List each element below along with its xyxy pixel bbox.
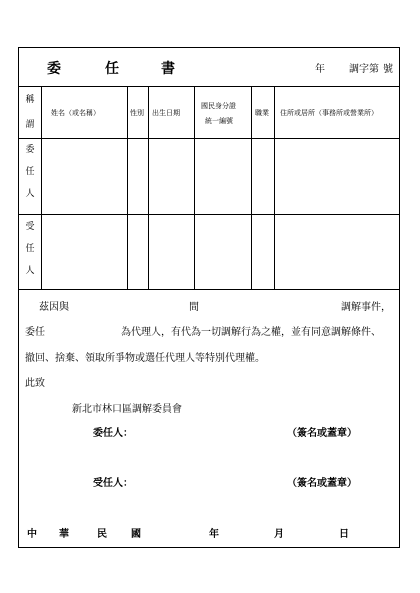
date-char-guo: 國	[131, 529, 141, 540]
col-id-header-line1: 國民身分證	[201, 102, 236, 110]
col-divider	[127, 86, 128, 289]
date-year: 年	[209, 529, 219, 540]
agent-sign-label: 受任人：	[93, 478, 133, 489]
body-line3: 撤回、捨棄、領取所爭物或選任代理人等特別代理權。	[25, 353, 265, 364]
col-address-header: 住所或居所（事務所或營業所）	[280, 109, 378, 117]
label-column-char: 謂	[25, 120, 35, 130]
title-char-1: 委	[47, 61, 61, 77]
label-column-char: 稱	[25, 95, 35, 105]
body-line2-b: 為代理人，有代為一切調解行為之權，並有同意調解條件、	[121, 327, 381, 338]
col-divider	[41, 86, 42, 289]
date-day: 日	[339, 529, 349, 540]
case-no-label: 調字第	[349, 64, 379, 75]
col-divider	[148, 86, 149, 289]
body-line2-a: 委任	[25, 327, 45, 338]
principal-row-char: 任	[25, 167, 35, 177]
col-divider	[274, 86, 275, 289]
body-line1-b: 間	[189, 302, 199, 313]
date-char-zhong: 中	[27, 529, 37, 540]
col-divider	[194, 86, 195, 289]
principal-sign-note: （簽名或蓋章）	[287, 428, 357, 439]
col-occupation-header: 職業	[255, 109, 269, 117]
principal-row-label	[19, 146, 41, 199]
committee-name: 新北市林口區調解委員會	[72, 404, 182, 415]
title-char-2: 任	[105, 61, 119, 77]
table-top-line	[19, 86, 399, 87]
table-bottom-line	[19, 289, 399, 290]
label-column-header	[19, 96, 41, 130]
col-divider	[251, 86, 252, 289]
title-char-3: 書	[161, 61, 175, 77]
header-row-line	[19, 138, 399, 139]
body-line1-c: 調解事件，	[341, 302, 391, 313]
principal-row-char: 委	[25, 145, 35, 155]
row-divider-line	[19, 214, 399, 215]
principal-row-char: 人	[25, 189, 35, 199]
principal-sign-label: 委任人：	[93, 428, 133, 439]
agent-sign-note: （簽名或蓋章）	[287, 478, 357, 489]
body-line1-a: 茲因與	[39, 302, 69, 313]
year-label: 年	[315, 64, 325, 75]
date-month: 月	[274, 529, 284, 540]
col-birthdate-header: 出生日期	[152, 109, 180, 117]
body-line4: 此致	[25, 378, 45, 389]
col-gender-header: 性別	[130, 109, 144, 117]
hao-label: 號	[383, 64, 393, 75]
col-name-header: 姓名（或名稱）	[51, 109, 100, 117]
date-char-min: 民	[97, 529, 107, 540]
agent-row-label	[19, 223, 41, 276]
agent-row-char: 任	[25, 244, 35, 254]
agent-row-char: 人	[25, 266, 35, 276]
document-frame	[18, 47, 400, 548]
agent-row-char: 受	[25, 222, 35, 232]
col-id-header-line2: 統一編號	[205, 117, 233, 125]
date-char-hua: 華	[59, 529, 69, 540]
